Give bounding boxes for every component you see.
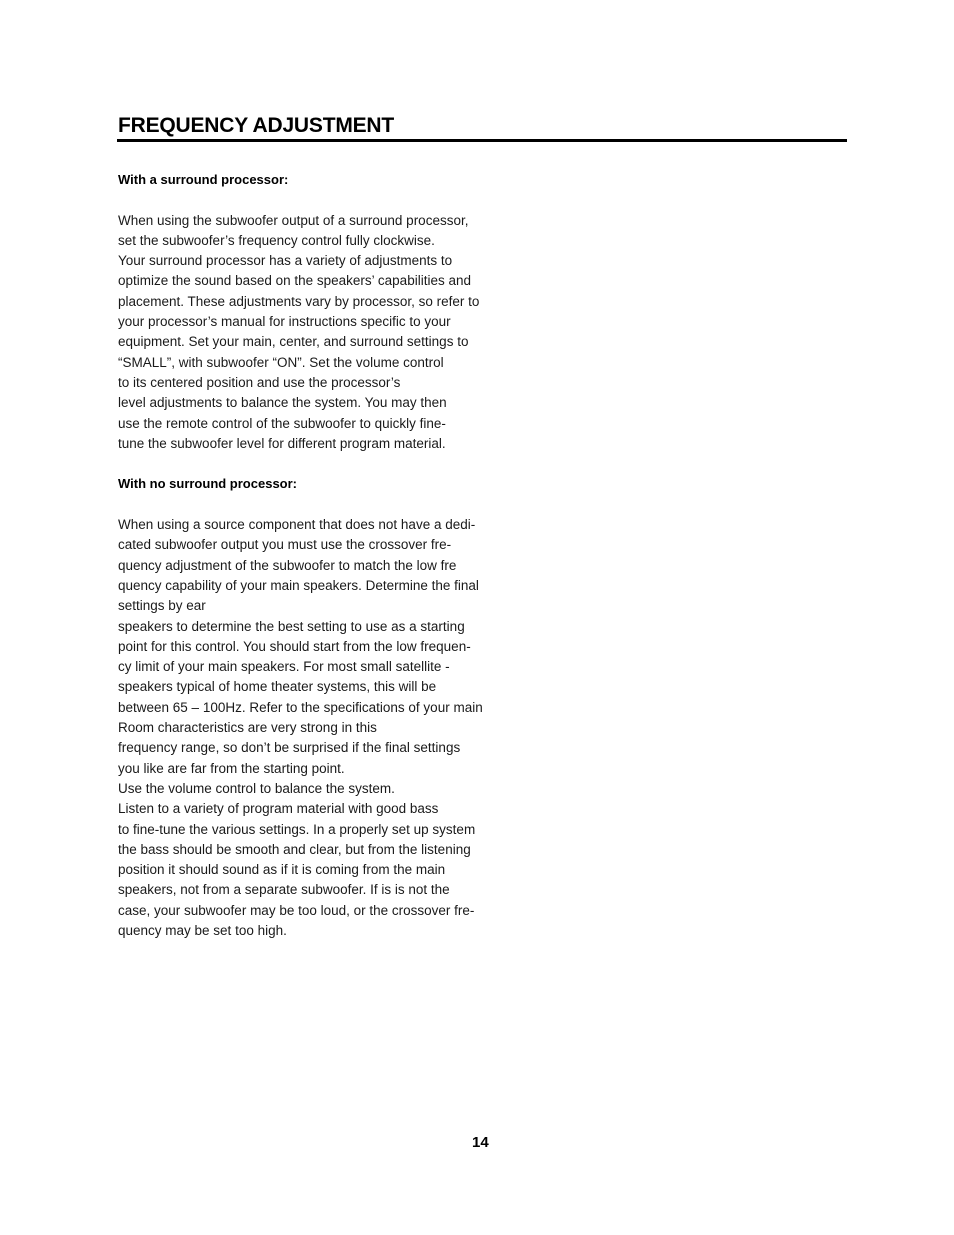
text-line: When using the subwoofer output of a surround processor, <box>118 212 469 228</box>
text-line: your processor’s manual for instructions specific to your <box>118 314 451 330</box>
text-line: Your surround processor has a variety of adjustments to <box>118 253 453 269</box>
text-line: speakers, not from a separate subwoofer. If is is not the <box>118 882 450 898</box>
text-line: optimize the sound based on the speakers’ capabilities and <box>118 273 471 289</box>
text-line: placement. These adjustments vary by processor, so refer to <box>118 293 480 309</box>
text-line: quency may be set too high. <box>118 922 287 938</box>
text-line: Room characteristics are very strong in this <box>118 720 377 736</box>
text-line: cated subwoofer output you must use the crossover fre- <box>118 537 452 553</box>
text-line: between 65 – 100Hz. Refer to the specifications of your main <box>118 699 483 715</box>
text-line: quency adjustment of the subwoofer to match the low fre <box>118 557 457 573</box>
text-line: the bass should be smooth and clear, but from the listening <box>118 841 471 857</box>
page-number: 14 <box>472 1134 489 1151</box>
text-line: “SMALL”, with subwoofer “ON”. Set the volume control <box>118 354 444 370</box>
spacer <box>118 454 518 474</box>
text-line: use the remote control of the subwoofer to quickly fine- <box>118 415 446 431</box>
text-line: quency capability of your main speakers. Determine the final <box>118 577 479 593</box>
text-line: Use the volume control to balance the system. <box>118 780 395 796</box>
text-line: to its centered position and use the processor’s <box>118 374 401 390</box>
section-body-no-surround <box>118 515 518 941</box>
text-line: settings by ear <box>118 598 206 614</box>
text-line: you like are far from the starting point. <box>118 760 345 776</box>
section-heading-surround: With a surround processor: <box>118 172 289 187</box>
text-line: cy limit of your main speakers. For most small satellite - <box>118 659 450 675</box>
text-line: speakers to determine the best setting to use as a starting <box>118 618 465 634</box>
text-line: frequency range, so don’t be surprised if the final settings <box>118 740 461 756</box>
text-line: set the subwoofer’s frequency control fully clockwise. <box>118 232 435 248</box>
text-line: level adjustments to balance the system. You may then <box>118 395 447 411</box>
page-title: FREQUENCY ADJUSTMENT <box>118 114 395 137</box>
text-line: speakers typical of home theater systems, this will be <box>118 679 437 695</box>
section-body-surround <box>118 211 518 455</box>
text-line: tune the subwoofer level for different program material. <box>118 435 446 451</box>
text-line: to fine-tune the various settings. In a properly set up system <box>118 821 476 837</box>
text-line: Listen to a variety of program material with good bass <box>118 801 439 817</box>
title-underline <box>117 139 847 142</box>
spacer <box>118 190 518 210</box>
text-line: point for this control. You should start from the low frequen- <box>118 638 471 654</box>
body-content <box>118 170 518 941</box>
text-line: When using a source component that does not have a dedi- <box>118 517 476 533</box>
spacer <box>118 495 518 515</box>
text-line: position it should sound as if it is coming from the main <box>118 862 446 878</box>
text-line: equipment. Set your main, center, and surround settings to <box>118 334 469 350</box>
section-heading-no-surround: With no surround processor: <box>118 476 297 492</box>
text-line: case, your subwoofer may be too loud, or the crossover fre- <box>118 902 475 918</box>
